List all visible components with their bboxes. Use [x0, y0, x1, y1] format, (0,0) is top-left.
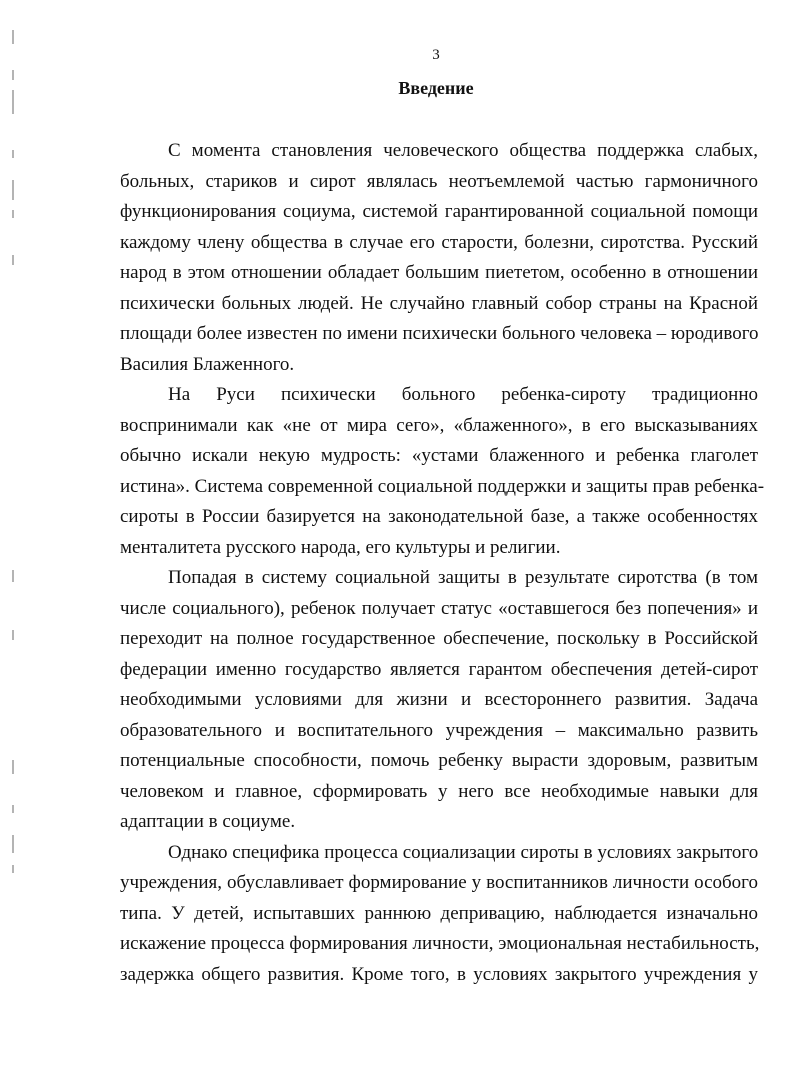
text-line: площади более известен по имени психически больного человека – юродивого: [120, 323, 759, 344]
text-line: истина». Система современной социальной поддержки и защиты прав ребенка-: [120, 475, 765, 497]
text-line: образовательного и воспитательного учреждения – максимально развить: [120, 719, 758, 741]
scan-mark: [12, 805, 14, 813]
text-line: На Руси психически больного ребенка-сироту традиционно: [168, 384, 758, 405]
scan-mark: [12, 630, 14, 640]
text-line: типа. У детей, испытавших раннюю депривацию, наблюдается изначально: [120, 902, 758, 924]
text-line: необходимыми условиями для жизни и всестороннего развития. Задача: [120, 689, 758, 710]
text-line: задержка общего развития. Кроме того, в условиях закрытого учреждения у: [120, 963, 758, 985]
paragraph: [120, 136, 758, 380]
text-line: адаптации в социуме.: [120, 811, 296, 832]
text-line: Однако специфика процесса социализации сироты в условиях закрытого: [168, 841, 759, 863]
text-line: сироты в России базируется на законодательной базе, а также особенностях: [120, 506, 758, 527]
text-line: Василия Блаженного.: [120, 353, 295, 375]
text-line: числе социального), ребенок получает статус «оставшегося без попечения» и: [120, 597, 758, 619]
text-line: С момента становления человеческого общества поддержка слабых,: [168, 140, 758, 161]
paragraph: [120, 838, 758, 991]
body-text: [120, 136, 765, 990]
text-line: психически больных людей. Не случайно главный собор страны на Красной: [120, 292, 758, 314]
text-line: учреждения, обуславливает формирование у воспитанников личности особого: [120, 872, 758, 893]
text-line: функционирования социума, системой гарантированной социальной помощи: [120, 201, 758, 222]
text-line: переходит на полное государственное обеспечение, поскольку в Российской: [120, 628, 758, 649]
scan-mark: [12, 255, 14, 265]
scan-mark: [12, 760, 14, 774]
scan-mark: [12, 180, 14, 200]
paragraph: [120, 380, 765, 563]
text-line: федерации именно государство является гарантом обеспечения детей-сирот: [120, 658, 758, 680]
text-line: искажение процесса формирования личности, эмоциональная нестабильность,: [120, 933, 760, 954]
text-line: обычно искали некую мудрость: «устами блаженного и ребенка глаголет: [120, 445, 758, 466]
text-line: потенциальные способности, помочь ребенку вырасти здоровым, развитым: [120, 750, 758, 771]
scan-mark: [12, 30, 14, 44]
page-title: Введение: [398, 78, 474, 98]
text-line: менталитета русского народа, его культуры и религии.: [120, 536, 561, 558]
scan-mark: [12, 570, 14, 582]
page-number: 3: [432, 47, 440, 63]
text-line: больных, стариков и сирот являлась неотъемлемой частью гармоничного: [120, 170, 758, 192]
scan-edge-marks: [8, 30, 20, 1070]
text-line: воспринимали как «не от мира сего», «блаженного», в его высказываниях: [120, 414, 758, 436]
paragraph: [120, 563, 758, 838]
text-line: Попадая в систему социальной защиты в результате сиротства (в том: [168, 567, 758, 588]
text-line: каждому члену общества в случае его старости, болезни, сиротства. Русский: [120, 231, 758, 253]
scan-mark: [12, 150, 14, 158]
scan-mark: [12, 210, 14, 218]
text-line: человеком и главное, сформировать у него все необходимые навыки для: [120, 780, 758, 802]
scan-mark: [12, 835, 14, 853]
scan-mark: [12, 865, 14, 873]
text-line: народ в этом отношении обладает большим пиететом, особенно в отношении: [120, 262, 758, 283]
